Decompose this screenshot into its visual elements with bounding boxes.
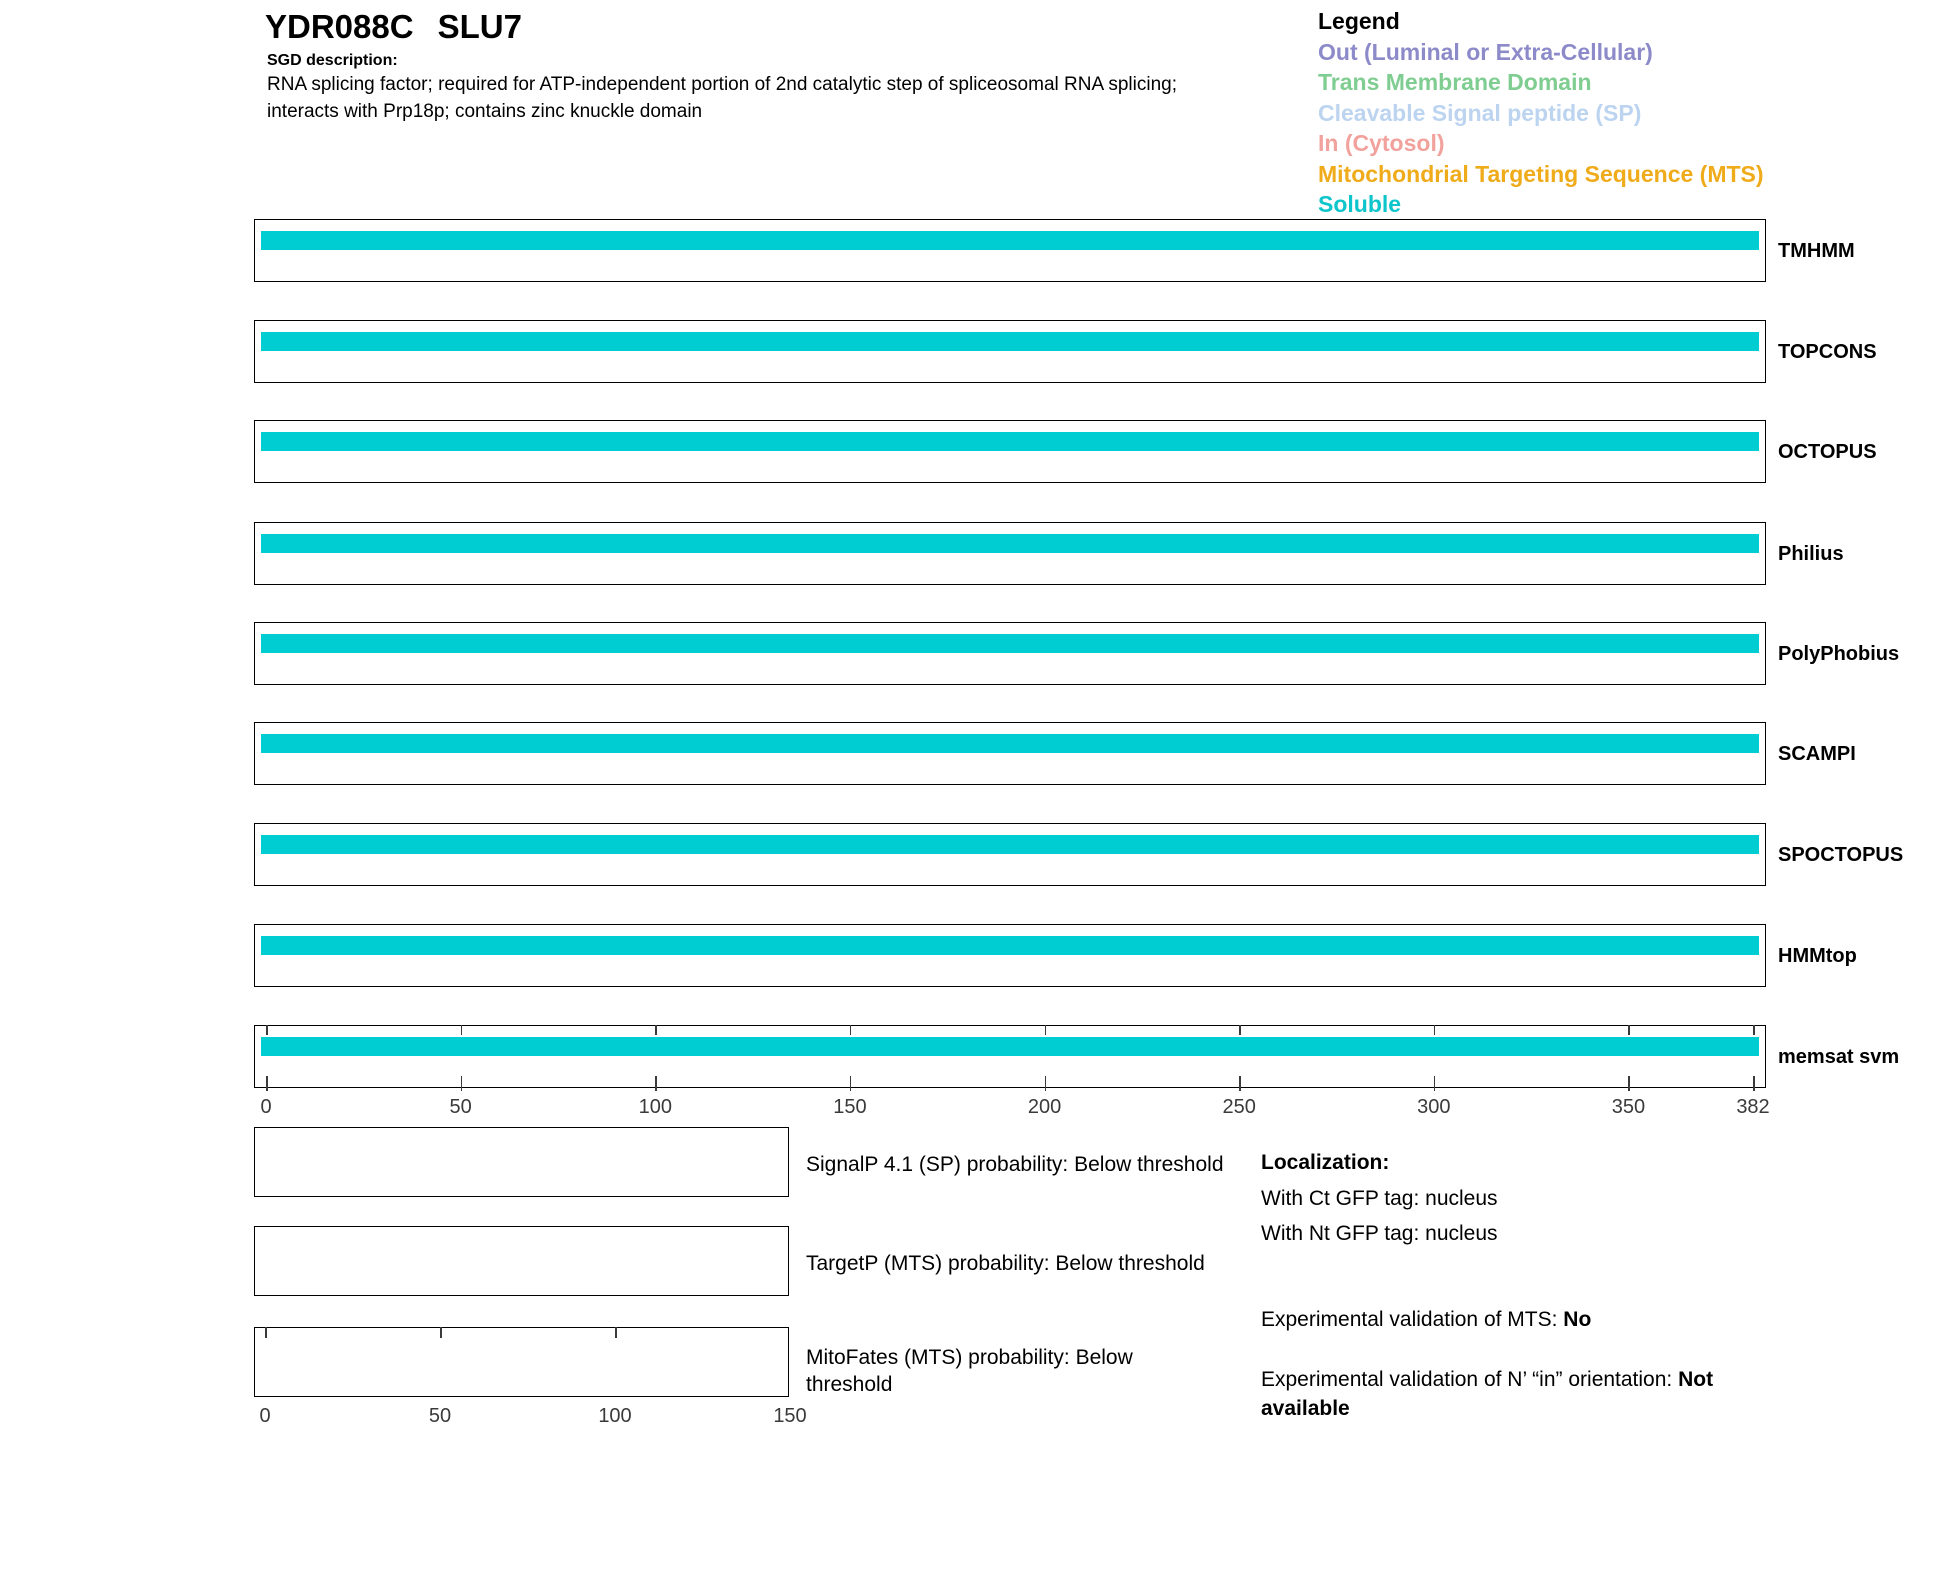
gene-name: SLU7 bbox=[437, 8, 522, 45]
axis-tick-bottom bbox=[1753, 1076, 1755, 1091]
track-box bbox=[254, 1025, 1766, 1088]
axis-tick-bottom bbox=[1239, 1076, 1241, 1091]
orientation-validation-line bbox=[1261, 1365, 1713, 1423]
mini-axis-tick bbox=[440, 1327, 442, 1338]
probability-label bbox=[806, 1344, 1133, 1398]
track-box bbox=[254, 219, 1766, 282]
legend-entries bbox=[1318, 37, 1764, 220]
track-label: memsat svm bbox=[1778, 1046, 1900, 1068]
axis-tick-label: 382 bbox=[1736, 1096, 1770, 1118]
soluble-segment-bar bbox=[261, 432, 1759, 451]
soluble-segment-bar bbox=[261, 1037, 1759, 1056]
track-label: OCTOPUS bbox=[1778, 441, 1877, 463]
legend-entry: In (Cytosol) bbox=[1318, 130, 1445, 156]
mts-validation-prefix: Experimental validation of MTS: bbox=[1261, 1308, 1564, 1331]
soluble-segment-bar bbox=[261, 231, 1759, 250]
sgd-description-line1: RNA splicing factor; required for ATP-independent portion of 2nd catalytic step of spliceosomal RNA splicing; bbox=[267, 74, 1178, 95]
axis-tick-label: 0 bbox=[260, 1096, 272, 1118]
probability-box bbox=[254, 1127, 789, 1197]
track-label: TOPCONS bbox=[1778, 341, 1877, 363]
track-label: PolyPhobius bbox=[1778, 643, 1900, 665]
localization-nt-gfp: With Nt GFP tag: nucleus bbox=[1261, 1222, 1498, 1245]
axis-tick-label: 150 bbox=[833, 1096, 867, 1118]
legend-entry: Mitochondrial Targeting Sequence (MTS) bbox=[1318, 160, 1764, 187]
axis-tick-bottom bbox=[266, 1076, 268, 1091]
probability-label bbox=[806, 1151, 1224, 1178]
legend bbox=[1318, 6, 1764, 220]
legend-entry: Out (Luminal or Extra-Cellular) bbox=[1318, 38, 1653, 65]
orientation-value-part2: available bbox=[1261, 1397, 1350, 1420]
legend-entry: Trans Membrane Domain bbox=[1318, 69, 1592, 95]
axis-tick-top bbox=[655, 1025, 657, 1035]
probability-label-line: SignalP 4.1 (SP) probability: Below threshold bbox=[806, 1153, 1224, 1176]
mini-axis-tick bbox=[615, 1327, 617, 1338]
axis-tick-label: 100 bbox=[638, 1096, 672, 1118]
soluble-segment-bar bbox=[261, 634, 1759, 653]
track-box bbox=[254, 622, 1766, 685]
mini-axis-tick-label: 50 bbox=[428, 1405, 452, 1427]
track-label: TMHMM bbox=[1778, 240, 1855, 262]
soluble-segment-bar bbox=[261, 734, 1759, 753]
track-label: SCAMPI bbox=[1778, 743, 1856, 765]
axis-tick-top bbox=[1434, 1025, 1436, 1035]
orientation-value-part1: Not bbox=[1678, 1368, 1714, 1391]
mini-axis-tick-label: 0 bbox=[259, 1405, 271, 1427]
orf-name: YDR088C bbox=[265, 8, 414, 45]
legend-entry: Cleavable Signal peptide (SP) bbox=[1318, 99, 1642, 126]
axis-tick-bottom bbox=[655, 1076, 657, 1091]
axis-tick-bottom bbox=[850, 1076, 852, 1091]
track-box bbox=[254, 320, 1766, 383]
mini-axis-tick-label: 150 bbox=[773, 1405, 807, 1427]
track-label: SPOCTOPUS bbox=[1778, 844, 1904, 866]
mini-axis-tick-label: 100 bbox=[598, 1405, 632, 1427]
legend-title: Legend bbox=[1318, 8, 1400, 34]
axis-tick-label: 50 bbox=[449, 1096, 472, 1118]
axis-tick-label: 300 bbox=[1417, 1096, 1451, 1118]
axis-tick-top bbox=[461, 1025, 463, 1035]
track-box bbox=[254, 420, 1766, 483]
page-title bbox=[265, 8, 522, 46]
axis-tick-bottom bbox=[1628, 1076, 1630, 1091]
track-label: HMMtop bbox=[1778, 945, 1857, 967]
axis-tick-top bbox=[1753, 1025, 1755, 1035]
probability-box bbox=[254, 1226, 789, 1296]
probability-box bbox=[254, 1327, 789, 1397]
soluble-segment-bar bbox=[261, 835, 1759, 854]
orientation-line1 bbox=[1261, 1365, 1713, 1394]
axis-tick-top bbox=[850, 1025, 852, 1035]
axis-tick-label: 250 bbox=[1222, 1096, 1256, 1118]
mts-validation-line bbox=[1261, 1305, 1591, 1334]
axis-tick-bottom bbox=[1434, 1076, 1436, 1091]
probability-label-line: threshold bbox=[806, 1373, 893, 1396]
axis-tick-bottom bbox=[1045, 1076, 1047, 1091]
mts-validation-value: No bbox=[1563, 1308, 1592, 1331]
probability-label bbox=[806, 1250, 1205, 1277]
sgd-description-heading: SGD description: bbox=[267, 52, 398, 69]
track-label: Philius bbox=[1778, 543, 1844, 565]
track-box bbox=[254, 823, 1766, 886]
axis-tick-top bbox=[1628, 1025, 1630, 1035]
axis-tick-bottom bbox=[461, 1076, 463, 1091]
localization-heading: Localization: bbox=[1261, 1151, 1390, 1174]
probability-label-line: TargetP (MTS) probability: Below threshold bbox=[806, 1252, 1205, 1275]
legend-entry: Soluble bbox=[1318, 191, 1402, 217]
probability-label-line: MitoFates (MTS) probability: Below bbox=[806, 1346, 1133, 1369]
orientation-prefix: Experimental validation of N’ “in” orientation: bbox=[1261, 1368, 1679, 1391]
sgd-description-line2: interacts with Prp18p; contains zinc knuckle domain bbox=[267, 101, 703, 122]
soluble-segment-bar bbox=[261, 332, 1759, 351]
axis-tick-top bbox=[1045, 1025, 1047, 1035]
track-box bbox=[254, 924, 1766, 987]
track-box bbox=[254, 522, 1766, 585]
mini-axis-tick bbox=[265, 1327, 267, 1338]
soluble-segment-bar bbox=[261, 936, 1759, 955]
localization-ct-gfp: With Ct GFP tag: nucleus bbox=[1261, 1187, 1498, 1210]
sgd-description-text bbox=[267, 71, 1177, 125]
axis-tick-label: 200 bbox=[1027, 1096, 1062, 1118]
axis-tick-label: 350 bbox=[1611, 1096, 1646, 1118]
track-box bbox=[254, 722, 1766, 785]
soluble-segment-bar bbox=[261, 534, 1759, 553]
axis-tick-top bbox=[266, 1025, 268, 1035]
axis-tick-top bbox=[1239, 1025, 1241, 1035]
